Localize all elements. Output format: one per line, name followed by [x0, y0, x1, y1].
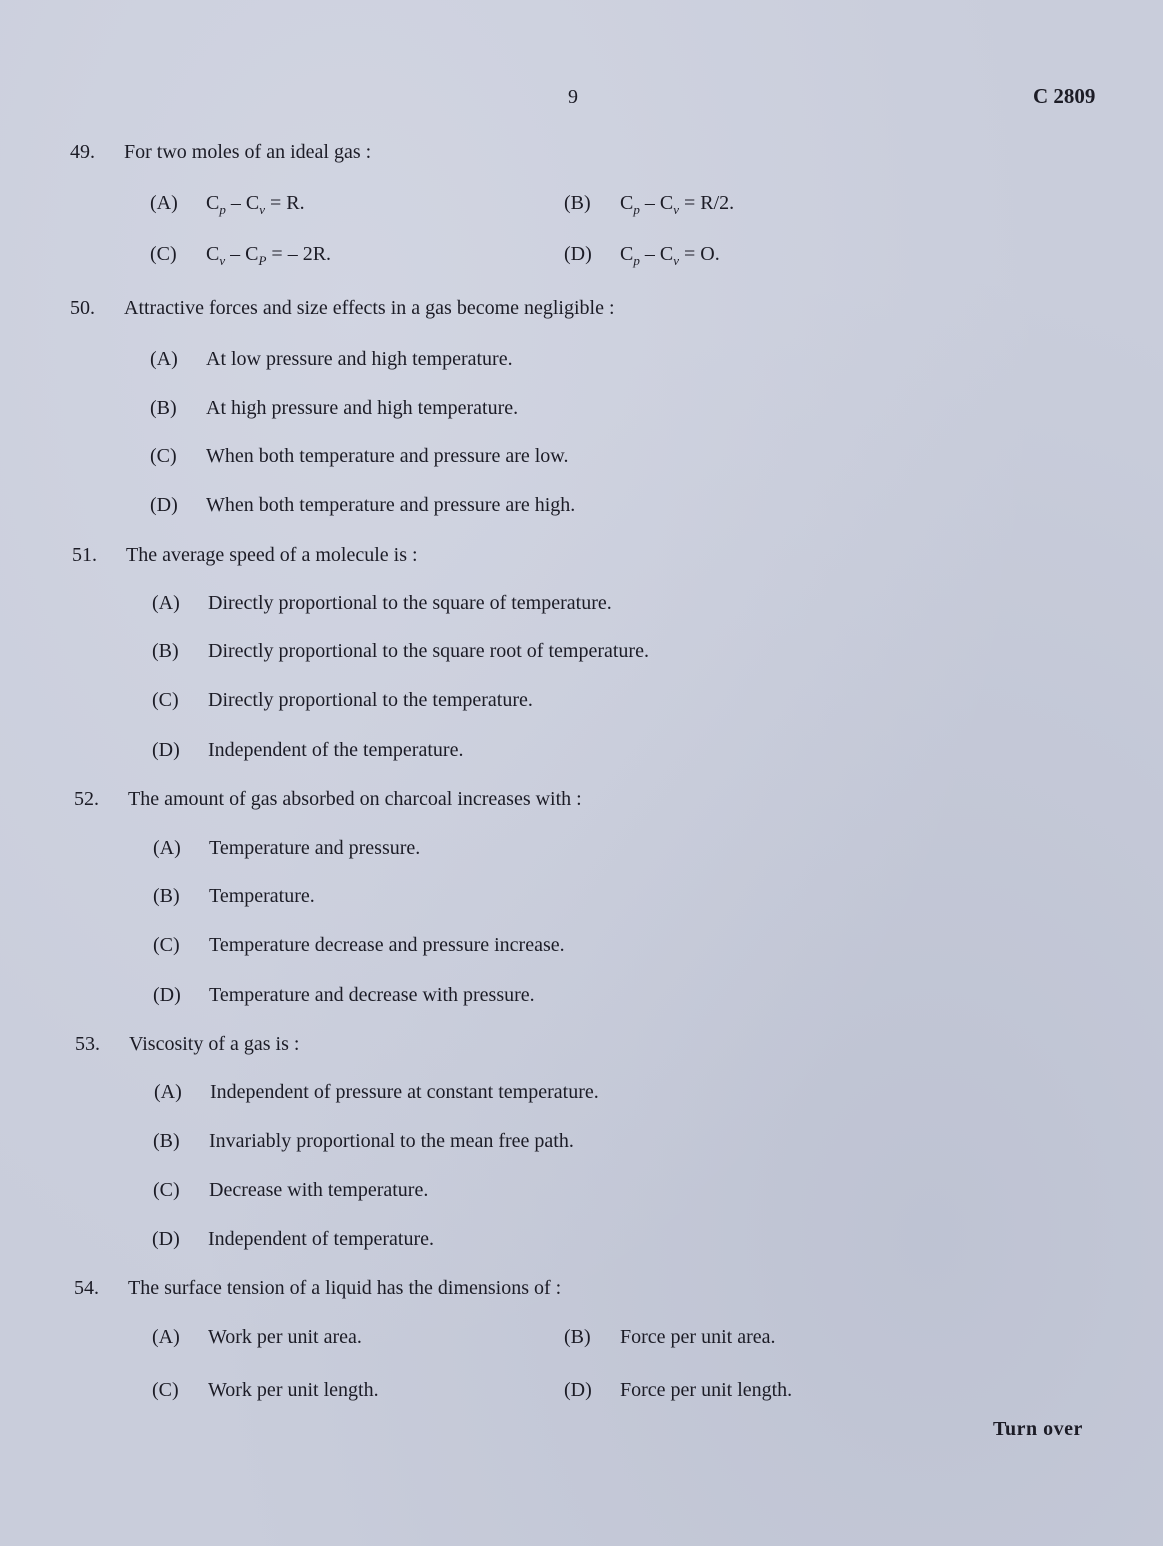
option-51-a	[152, 592, 612, 615]
question-number: 51.	[72, 544, 97, 566]
option-53-a	[154, 1081, 599, 1104]
option-text: When both temperature and pressure are low.	[206, 445, 569, 467]
subscript: p	[633, 202, 640, 217]
subscript: v	[673, 253, 679, 268]
option-text: When both temperature and pressure are high.	[206, 494, 576, 516]
subscript: v	[673, 202, 679, 217]
option-label: (A)	[154, 1081, 182, 1103]
formula-part: – C	[639, 243, 674, 265]
formula-part: = R.	[264, 192, 305, 214]
option-51-b	[152, 640, 649, 663]
turn-over-note: Turn over	[993, 1418, 1083, 1440]
option-text: Temperature and decrease with pressure.	[209, 984, 535, 1006]
option-53-d	[152, 1228, 434, 1251]
option-text: At low pressure and high temperature.	[206, 348, 513, 370]
subscript: P	[258, 253, 267, 268]
option-52-a	[153, 837, 420, 860]
option-54-a	[152, 1326, 362, 1349]
option-label: (D)	[152, 739, 180, 761]
option-49-d	[564, 243, 720, 266]
option-label: (D)	[564, 1379, 592, 1401]
option-53-b	[153, 1130, 574, 1153]
subscript: v	[259, 202, 265, 217]
option-text: Invariably proportional to the mean free path.	[209, 1130, 574, 1152]
formula-part: = O.	[678, 243, 720, 265]
option-51-c	[152, 689, 533, 712]
formula-part: C	[620, 243, 634, 265]
option-label: (C)	[150, 445, 177, 467]
option-text: Directly proportional to the temperature.	[208, 689, 533, 711]
page-number: 9	[568, 86, 578, 108]
question-text: Attractive forces and size effects in a gas become negligible :	[124, 297, 615, 319]
question-text: The surface tension of a liquid has the dimensions of :	[128, 1277, 562, 1299]
option-label: (A)	[152, 1326, 180, 1348]
question-text: Viscosity of a gas is :	[129, 1033, 300, 1055]
question-text: The amount of gas absorbed on charcoal increases with :	[128, 788, 582, 810]
formula-part: – C	[225, 192, 260, 214]
question-50	[70, 297, 615, 320]
option-54-b	[564, 1326, 775, 1349]
subscript: v	[219, 253, 226, 268]
option-53-c	[153, 1179, 428, 1202]
option-52-c	[153, 934, 565, 957]
option-text: Work per unit area.	[208, 1326, 362, 1348]
question-number: 50.	[70, 297, 95, 319]
option-49-c	[150, 243, 331, 266]
option-label: (C)	[153, 1179, 180, 1201]
formula-part: = – 2R.	[266, 243, 332, 265]
option-label: (C)	[152, 689, 179, 711]
option-label: (B)	[564, 192, 591, 214]
option-label: (C)	[152, 1379, 179, 1401]
option-50-c	[150, 445, 568, 468]
option-51-d	[152, 739, 463, 762]
option-text: Temperature decrease and pressure increase.	[209, 934, 565, 956]
formula-part: C	[206, 243, 220, 265]
question-51	[72, 544, 418, 567]
option-49-a	[150, 192, 305, 215]
question-text: For two moles of an ideal gas :	[124, 141, 372, 163]
option-label: (A)	[153, 837, 181, 859]
option-text: At high pressure and high temperature.	[206, 397, 519, 419]
option-label: (B)	[150, 397, 177, 419]
option-50-a	[150, 348, 513, 371]
paper-code: C 2809	[1033, 84, 1096, 108]
option-text: Independent of pressure at constant temperature.	[210, 1081, 599, 1103]
option-label: (C)	[153, 934, 180, 956]
option-50-b	[150, 397, 518, 420]
question-54	[74, 1277, 561, 1300]
option-50-d	[150, 494, 575, 517]
option-52-d	[153, 984, 535, 1007]
option-label: (B)	[564, 1326, 591, 1348]
subscript: p	[633, 253, 640, 268]
option-label: (A)	[152, 592, 180, 614]
option-label: (B)	[152, 640, 179, 662]
option-text: Work per unit length.	[208, 1379, 379, 1401]
option-label: (D)	[153, 984, 181, 1006]
formula-part: – C	[225, 243, 259, 265]
option-text: Force per unit length.	[620, 1379, 793, 1401]
option-text: Temperature.	[209, 885, 315, 907]
option-label: (D)	[564, 243, 592, 265]
question-52	[74, 788, 582, 811]
option-text: Independent of temperature.	[208, 1228, 435, 1250]
question-number: 53.	[75, 1033, 100, 1055]
option-49-b	[564, 192, 734, 215]
option-text: Directly proportional to the square of temperature.	[208, 592, 612, 614]
question-49	[70, 141, 371, 164]
option-text: Temperature and pressure.	[209, 837, 421, 859]
option-label: (B)	[153, 885, 180, 907]
option-text: Decrease with temperature.	[209, 1179, 429, 1201]
option-text: Force per unit area.	[620, 1326, 776, 1348]
option-text: Directly proportional to the square root of temperature.	[208, 640, 649, 662]
formula-part: C	[206, 192, 220, 214]
formula-part: = R/2.	[678, 192, 735, 214]
option-52-b	[153, 885, 315, 908]
option-label: (A)	[150, 348, 178, 370]
option-label: (D)	[150, 494, 178, 516]
question-text: The average speed of a molecule is :	[126, 544, 418, 566]
question-number: 54.	[74, 1277, 99, 1299]
question-number: 49.	[70, 141, 95, 163]
question-53	[75, 1033, 299, 1056]
question-number: 52.	[74, 788, 99, 810]
subscript: p	[219, 202, 226, 217]
option-text: Independent of the temperature.	[208, 739, 464, 761]
option-label: (A)	[150, 192, 178, 214]
formula-part: – C	[639, 192, 674, 214]
option-label: (D)	[152, 1228, 180, 1250]
option-label: (B)	[153, 1130, 180, 1152]
option-54-c	[152, 1379, 379, 1402]
option-54-d	[564, 1379, 792, 1402]
formula-part: C	[620, 192, 634, 214]
option-label: (C)	[150, 243, 177, 265]
